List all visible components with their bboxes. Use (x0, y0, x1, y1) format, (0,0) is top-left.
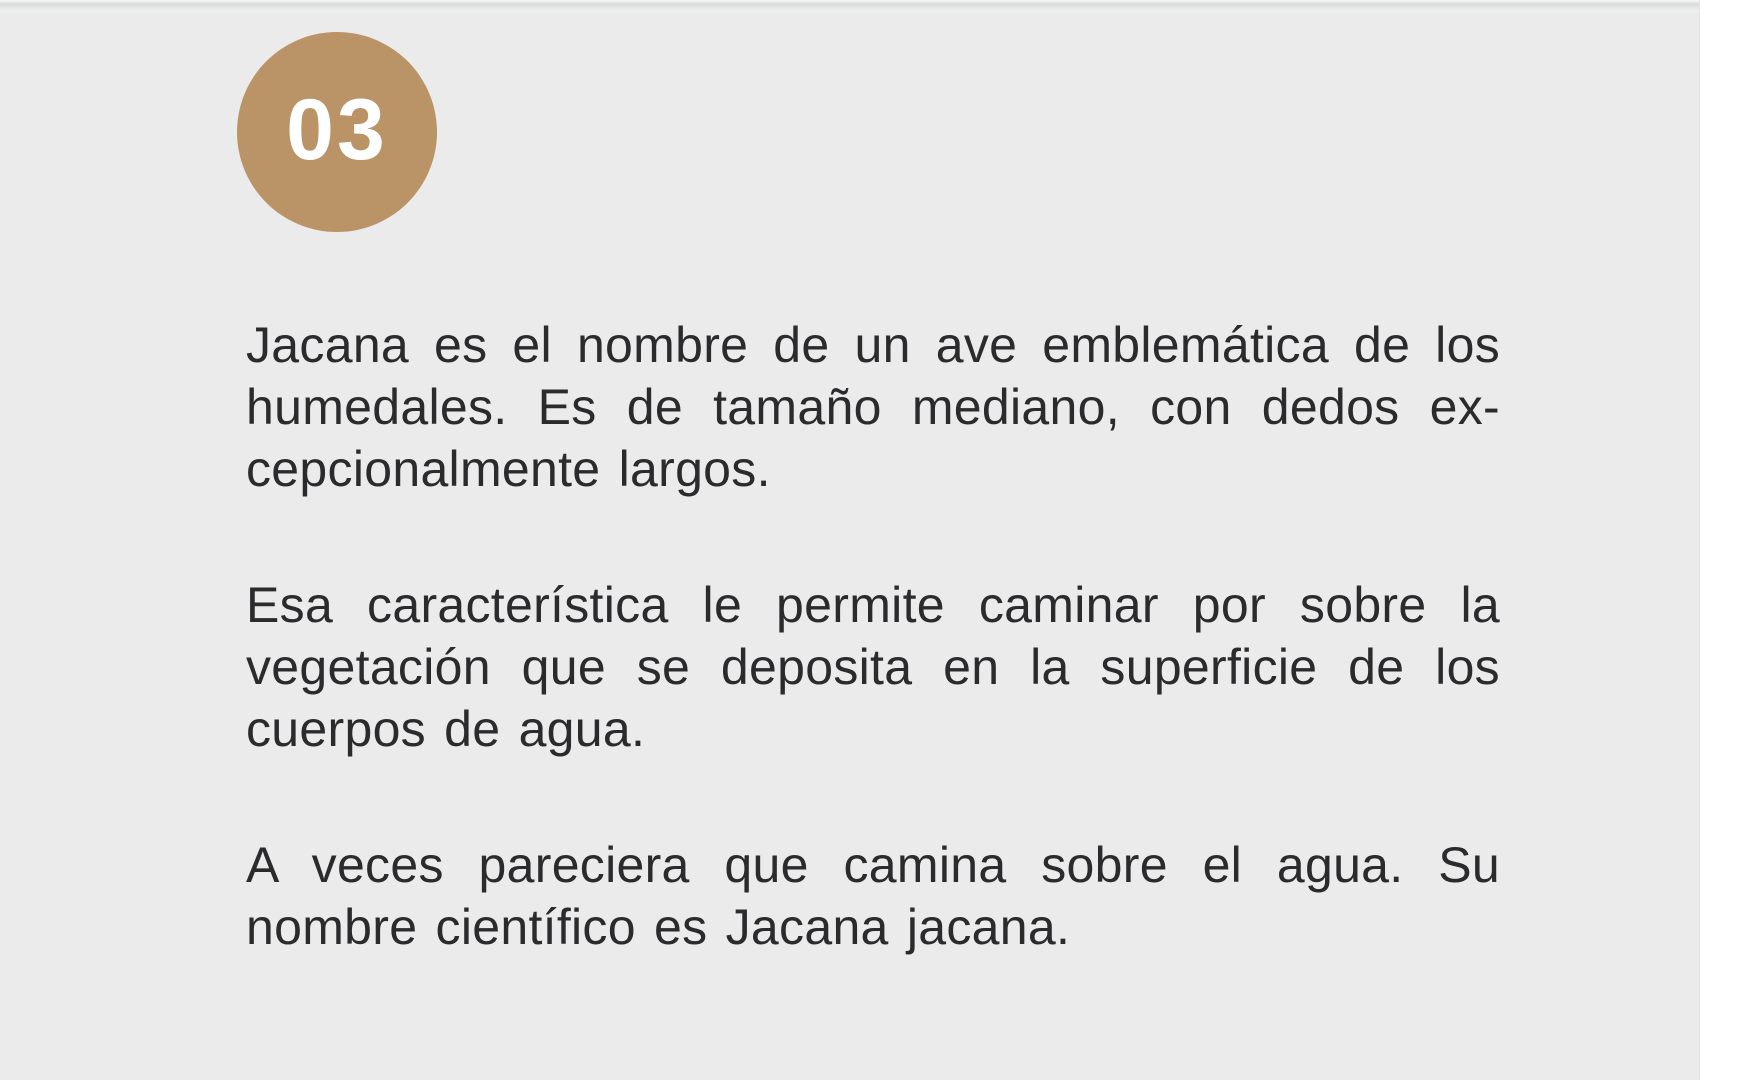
text-line: humedales. Es de tamaño mediano, con dedos ex- (246, 379, 1500, 435)
paragraph (246, 574, 1500, 760)
paragraph (246, 314, 1500, 500)
text-line: cepcionalmente largos. (246, 441, 771, 497)
right-margin-strip (1699, 0, 1740, 1080)
section-number: 03 (286, 82, 388, 178)
top-edge-shadow (0, 0, 1700, 14)
text-line: Esa característica le permite caminar por sobre la (246, 577, 1500, 633)
text-line: A veces pareciera que camina sobre el agua. Su (246, 837, 1500, 893)
text-line: Jacana es el nombre de un ave emblemática de los (246, 317, 1500, 373)
text-line: cuerpos de agua. (246, 701, 646, 757)
section-number-badge (237, 32, 437, 232)
text-line: nombre científico es Jacana jacana. (246, 899, 1071, 955)
text-line: vegetación que se deposita en la superficie de los (246, 639, 1500, 695)
paragraph (246, 834, 1500, 958)
body-text (246, 314, 1500, 958)
